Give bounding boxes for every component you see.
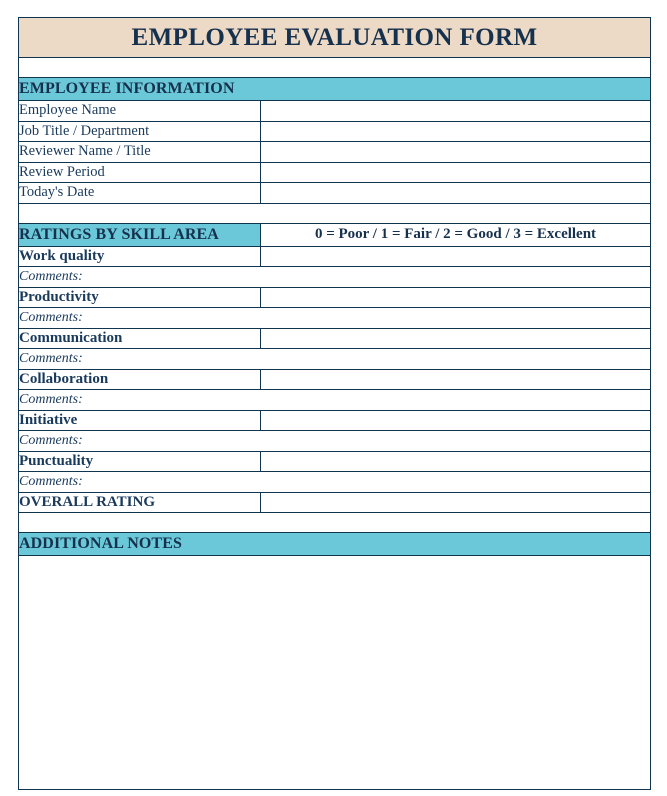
table-row xyxy=(19,349,651,370)
table-row xyxy=(19,328,651,349)
input-overall-rating[interactable] xyxy=(261,492,651,513)
label-employee-name: Employee Name xyxy=(19,101,261,122)
additional-notes-row xyxy=(19,556,651,790)
input-rating-collaboration[interactable] xyxy=(261,369,651,390)
input-comments-punctuality[interactable]: Comments: xyxy=(19,472,651,493)
spacer xyxy=(19,58,651,78)
table-row xyxy=(19,472,651,493)
table-row xyxy=(19,492,651,513)
section-header-employee-information: EMPLOYEE INFORMATION xyxy=(19,78,651,101)
table-row xyxy=(19,308,651,329)
input-comments-communication[interactable]: Comments: xyxy=(19,349,651,370)
table-row xyxy=(19,142,651,163)
input-rating-work-quality[interactable] xyxy=(261,246,651,267)
input-todays-date[interactable] xyxy=(261,183,651,204)
section-header-ratings: RATINGS BY SKILL AREA xyxy=(19,223,261,246)
table-row xyxy=(19,162,651,183)
label-todays-date: Today's Date xyxy=(19,183,261,204)
input-review-period[interactable] xyxy=(261,162,651,183)
label-skill-work-quality: Work quality xyxy=(19,246,261,267)
form-table xyxy=(18,17,651,790)
input-comments-initiative[interactable]: Comments: xyxy=(19,431,651,452)
table-row xyxy=(19,369,651,390)
page-title: EMPLOYEE EVALUATION FORM xyxy=(19,18,651,58)
input-reviewer-name-title[interactable] xyxy=(261,142,651,163)
table-row xyxy=(19,183,651,204)
table-row xyxy=(19,121,651,142)
spacer xyxy=(19,203,651,223)
label-reviewer-name-title: Reviewer Name / Title xyxy=(19,142,261,163)
table-row xyxy=(19,287,651,308)
table-row xyxy=(19,246,651,267)
input-comments-collaboration[interactable]: Comments: xyxy=(19,390,651,411)
table-row xyxy=(19,267,651,288)
input-comments-work-quality[interactable]: Comments: xyxy=(19,267,651,288)
rating-scale-legend: 0 = Poor / 1 = Fair / 2 = Good / 3 = Excellent xyxy=(261,223,651,246)
table-row xyxy=(19,101,651,122)
section-header-additional-notes: ADDITIONAL NOTES xyxy=(19,533,651,556)
additional-notes-header-row xyxy=(19,533,651,556)
table-row xyxy=(19,431,651,452)
input-rating-punctuality[interactable] xyxy=(261,451,651,472)
spacer-row-bottom xyxy=(19,513,651,533)
input-employee-name[interactable] xyxy=(261,101,651,122)
input-job-title-department[interactable] xyxy=(261,121,651,142)
label-skill-communication: Communication xyxy=(19,328,261,349)
form-body xyxy=(19,18,651,790)
label-skill-initiative: Initiative xyxy=(19,410,261,431)
employee-information-header-row xyxy=(19,78,651,101)
input-rating-productivity[interactable] xyxy=(261,287,651,308)
table-row xyxy=(19,410,651,431)
label-skill-collaboration: Collaboration xyxy=(19,369,261,390)
label-job-title-department: Job Title / Department xyxy=(19,121,261,142)
spacer-row-top xyxy=(19,58,651,78)
table-row xyxy=(19,390,651,411)
label-skill-punctuality: Punctuality xyxy=(19,451,261,472)
label-skill-productivity: Productivity xyxy=(19,287,261,308)
label-review-period: Review Period xyxy=(19,162,261,183)
table-row xyxy=(19,451,651,472)
spacer-row-middle xyxy=(19,203,651,223)
input-additional-notes[interactable] xyxy=(19,556,651,790)
label-overall-rating: OVERALL RATING xyxy=(19,492,261,513)
ratings-header-row xyxy=(19,223,651,246)
input-rating-communication[interactable] xyxy=(261,328,651,349)
input-comments-productivity[interactable]: Comments: xyxy=(19,308,651,329)
employee-evaluation-form xyxy=(18,17,650,790)
title-row xyxy=(19,18,651,58)
spacer xyxy=(19,513,651,533)
input-rating-initiative[interactable] xyxy=(261,410,651,431)
